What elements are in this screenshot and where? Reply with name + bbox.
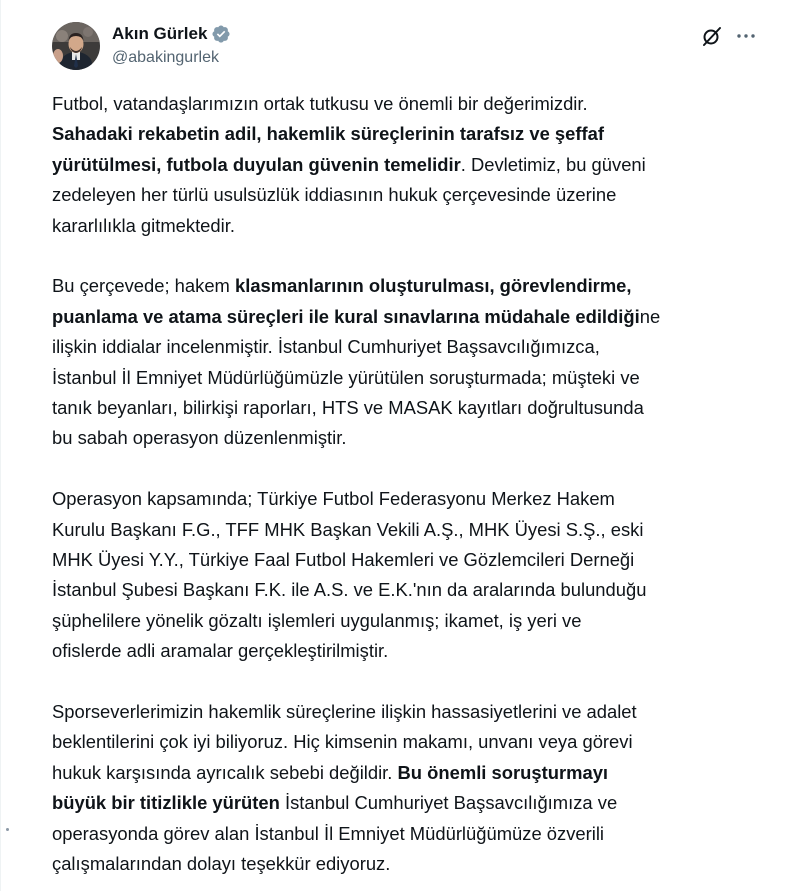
- grok-icon[interactable]: [700, 24, 724, 48]
- text-segment: bu sabah operasyon düzenlenmiştir.: [52, 427, 347, 449]
- tweet-text: [52, 89, 770, 880]
- scroll-indicator: [6, 828, 9, 831]
- text-line: operasyonda görev alan İstanbul İl Emniyet Müdürlüğümüze özverili: [52, 822, 605, 844]
- text-segment: ne: [639, 305, 661, 327]
- text-segment: İstanbul Cumhuriyet Başsavcılığımıza ve: [279, 792, 618, 814]
- timeline-border: [0, 0, 1, 891]
- tweet-paragraph-2: [52, 271, 770, 453]
- bold-segment: Sahadaki rekabetin adil, hakemlik süreçlerinin tarafsız ve şeffaf: [52, 123, 604, 145]
- text-line: [52, 758, 770, 788]
- bold-segment: yürütülmesi, futbola duyulan güvenin temelidir: [52, 153, 461, 175]
- text-line: Kurulu Başkanı F.G., TFF MHK Başkan Vekili A.Ş., MHK Üyesi S.Ş., eski: [52, 518, 644, 540]
- text-line: [52, 788, 770, 818]
- text-line: Operasyon kapsamında; Türkiye Futbol Federasyonu Merkez Hakem: [52, 488, 615, 510]
- bold-text-line: [52, 119, 770, 149]
- text-line: [52, 423, 770, 453]
- bold-segment: büyük bir titizlikle yürüten: [52, 792, 280, 814]
- bold-segment: klasmanlarının oluşturulması, görevlendirme,: [234, 275, 632, 297]
- text-segment: Bu çerçevede; hakem: [52, 275, 235, 297]
- tweet-paragraph-4: [52, 697, 770, 879]
- text-segment: zedeleyen her türlü usulsüzlük iddiasının hukuk çerçevesinde üzerine: [52, 184, 617, 206]
- text-line: [52, 393, 770, 423]
- author-handle[interactable]: @abakingurlek: [112, 49, 219, 66]
- text-segment: hukuk karşısında ayrıcalık sebebi değildir.: [52, 761, 398, 783]
- author-display-name[interactable]: Akın Gürlek: [112, 24, 208, 43]
- avatar[interactable]: [52, 22, 100, 70]
- text-line: [52, 332, 770, 362]
- text-segment: . Devletimiz, bu güveni: [460, 153, 646, 175]
- text-segment: İstanbul İl Emniyet Müdürlüğümüzle yürütülen soruşturmada; müşteki ve: [52, 366, 640, 388]
- text-line: MHK Üyesi Y.Y., Türkiye Faal Futbol Hakemleri ve Gözlemcileri Derneği: [52, 549, 635, 571]
- avatar-image: [52, 22, 100, 70]
- bold-segment: puanlama ve atama süreçleri ile kural sınavlarına müdahale edildiği: [52, 305, 640, 327]
- bold-segment: Bu önemli soruşturmayı: [397, 761, 609, 783]
- text-line: İstanbul Şubesi Başkanı F.K. ile A.S. ve E.K.'nın da aralarında bulunduğu: [52, 579, 647, 601]
- text-line: beklentilerini çok iyi biliyoruz. Hiç kimsenin makamı, unvanı veya görevi: [52, 731, 633, 753]
- verified-badge-icon[interactable]: [211, 24, 231, 44]
- text-line: [52, 302, 770, 332]
- text-line: [52, 150, 770, 180]
- text-line: [52, 89, 770, 119]
- more-icon[interactable]: [734, 24, 758, 48]
- text-segment: kararlılıkla gitmektedir.: [52, 214, 235, 236]
- text-segment: Futbol, vatandaşlarımızın ortak tutkusu ve önemli bir değerimizdir.: [52, 93, 588, 114]
- tweet-paragraph-1: [52, 89, 770, 241]
- tweet-paragraph-3: [52, 484, 770, 666]
- author-name-row: [112, 23, 231, 45]
- text-line: çalışmalarından dolayı teşekkür ediyoruz.: [52, 853, 391, 875]
- text-line: [52, 180, 770, 210]
- text-segment: ilişkin iddialar incelenmiştir. İstanbul Cumhuriyet Başsavcılığımızca,: [52, 336, 600, 358]
- text-line: [52, 211, 770, 241]
- text-line: [52, 363, 770, 393]
- text-line: ofislerde adli aramalar gerçekleştirilmiştir.: [52, 640, 389, 662]
- text-line: [52, 271, 770, 301]
- text-line: şüphelilere yönelik gözaltı işlemleri uygulanmış; ikamet, iş yeri ve: [52, 609, 582, 631]
- text-line: Sporseverlerimizin hakemlik süreçlerine ilişkin hassasiyetlerini ve adalet: [52, 701, 637, 723]
- author-block: [112, 23, 231, 67]
- text-segment: tanık beyanları, bilirkişi raporları, HTS ve MASAK kayıtları doğrultusunda: [52, 397, 644, 419]
